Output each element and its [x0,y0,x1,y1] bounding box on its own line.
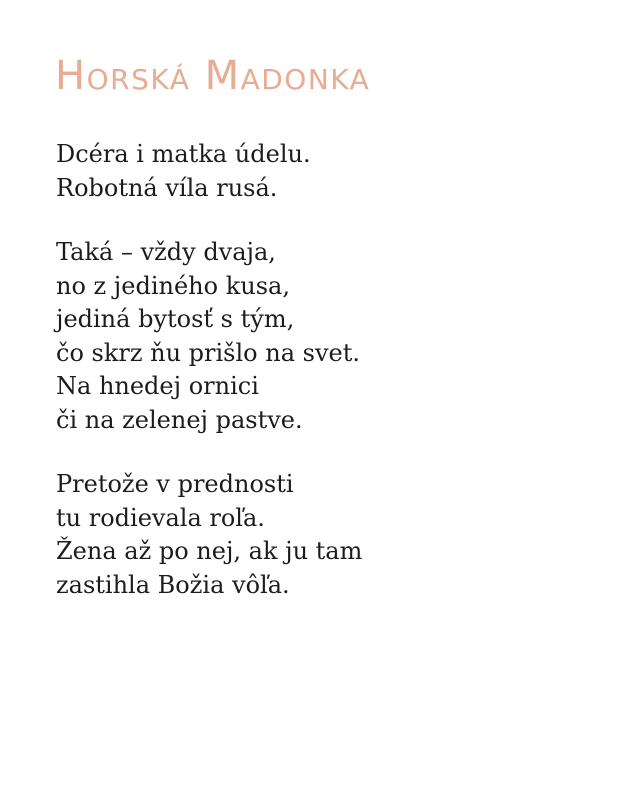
poem-line: no z jediného kusa, [56,271,290,300]
poem-line: Taká – vždy dvaja, [56,238,276,266]
poem-line: Pretože v prednosti [56,470,294,498]
poem-body [56,138,616,633]
poem-line: jediná bytosť s tým, [56,305,295,333]
poem-title: Horská Madonka [55,53,371,99]
stanza-2 [56,236,616,437]
stanza-1 [56,138,616,205]
poem-line: Žena až po nej, ak ju tam [56,537,363,565]
stanza-3 [56,468,616,602]
poem-line: zastihla Božia vôľa. [56,570,290,599]
poem-line: Na hnedej ornici [56,372,259,400]
poem-line: Dcéra i matka údelu. [56,140,311,168]
poem-line: Robotná víla rusá. [56,173,278,202]
poem-line: čo skrz ňu prišlo na svet. [56,338,360,367]
poem-line: či na zelenej pastve. [56,405,303,434]
poem-line: tu rodievala roľa. [56,503,265,532]
